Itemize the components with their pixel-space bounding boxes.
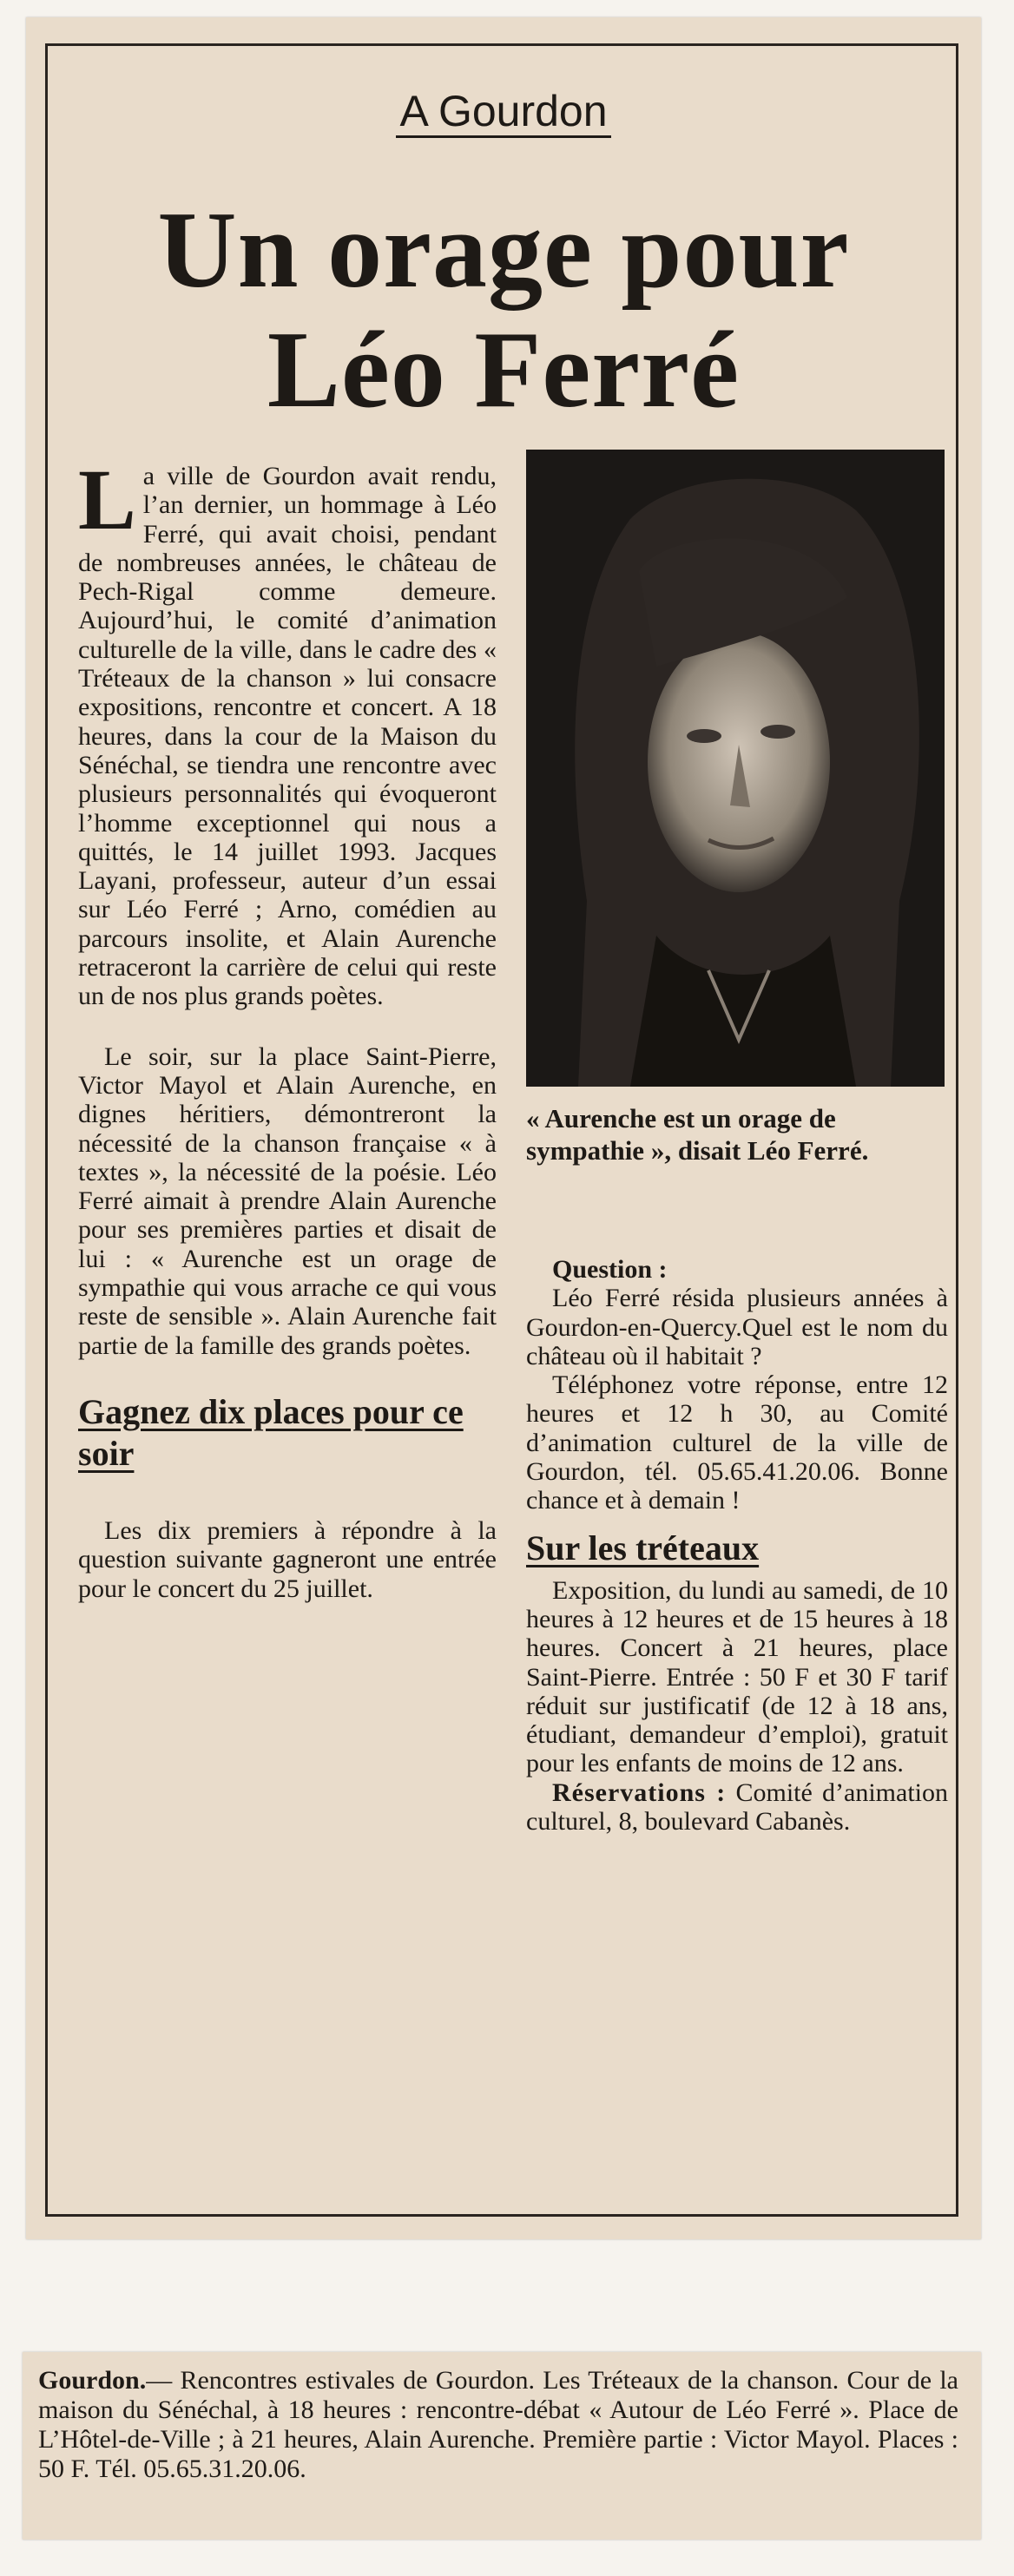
contest-heading: Gagnez dix places pour ce soir <box>78 1391 464 1473</box>
question-text: Léo Ferré résida plusieurs années à Gourdon-en-Quercy.Quel est le nom du château où il habitait ? <box>526 1284 948 1370</box>
article-headline <box>26 191 981 430</box>
reservations-text: Comité d’animation culturel, 8, boulevard Cabanès. <box>526 1778 949 1837</box>
article-kicker: A Gourdon <box>26 85 981 137</box>
question-label: Question : <box>552 1255 668 1284</box>
drop-cap: L <box>78 451 136 548</box>
lead-paragraph-text: a ville de Gourdon avait rendu, l’an dernier, un hommage à Léo Ferré, qui avait choisi, pendant de nombreuses années, le château de Pech-Rigal comme demeure. Aujourd’hui, le comité d’animation culturelle de la ville, dans le cadre des « Tréteaux de la chanson » lui consacre expositions, rencontre et concert. A 18 heures, dans la cour de la Maison du Sénéchal, se tiendra une rencontre avec plusieurs personnalités qui évoqueront l’homme exceptionnel qui nous a quittés, le 14 juillet 1993. Jacques Layani, professeur, auteur d’un essai sur Léo Ferré ; Arno, comédien au parcours insolite, et Alain Aurenche retraceront la carrière de celui qui reste un de nos plus grands poètes. <box>78 462 497 1011</box>
body-paragraph: Le soir, sur la place Saint-Pierre, Victor Mayol et Alain Aurenche, en dignes héritiers, démontreront la nécessité de la chanson française « à textes », la nécessité de la poésie. Léo Ferré aimait à prendre Alain Aurenche pour ses premières parties et disait de lui : « Aurenche est un orage de sympathie qui vous arrache ce qui vous reste de sensible ». Alain Aurenche fait partie de la famille des grands poètes. <box>78 1042 497 1360</box>
brief-clipping <box>23 2352 981 2540</box>
right-column <box>526 1255 948 1836</box>
treteaux-text: Exposition, du lundi au samedi, de 10 heures à 12 heures et de 15 heures à 18 heures. Concert à 21 heures, place Saint-Pierre. Entrée : 50 F et 30 F tarif réduit sur justificatif (de 12 à 18 ans, étudiant, demandeur d’emploi), gratuit pour les enfants de moins de 12 ans. <box>526 1575 948 1778</box>
portrait-photo <box>526 450 945 1087</box>
treteaux-heading: Sur les tréteaux <box>526 1528 760 1567</box>
photo-caption: « Aurenche est un orage de sympathie », disait Léo Ferré. <box>526 1103 869 1166</box>
portrait-image <box>526 450 945 1087</box>
brief-text: — Rencontres estivales de Gourdon. Les Tréteaux de la chanson. Cour de la maison du Sénéchal, à 18 heures : rencontre-débat « Autour de Léo Ferré ». Place de L’Hôtel-de-Ville ; à 21 heures, Alain Aurenche. Première partie : Victor Mayol. Places : 50 F. Tél. 05.65.31.20.06. <box>38 2366 958 2483</box>
reservations <box>526 1778 948 1837</box>
brief-text-block <box>38 2366 958 2484</box>
headline-line-1: Un orage pour <box>157 190 850 311</box>
headline-line-2: Léo Ferré <box>267 310 741 430</box>
left-column <box>78 451 497 1603</box>
contest-text: Les dix premiers à répondre à la question suivante gagneront une entrée pour le concert du 25 juillet. <box>78 1515 497 1603</box>
phone-text: Téléphonez votre réponse, entre 12 heures et 12 h 30, au Comité d’animation culturel de la ville de Gourdon, tél. 05.65.41.20.06. Bonne chance et à demain ! <box>526 1370 948 1515</box>
article-clipping <box>26 17 981 2239</box>
lead-paragraph <box>78 451 497 1011</box>
brief-place: Gourdon. <box>38 2366 147 2395</box>
reservations-label: Réservations : <box>552 1778 727 1807</box>
